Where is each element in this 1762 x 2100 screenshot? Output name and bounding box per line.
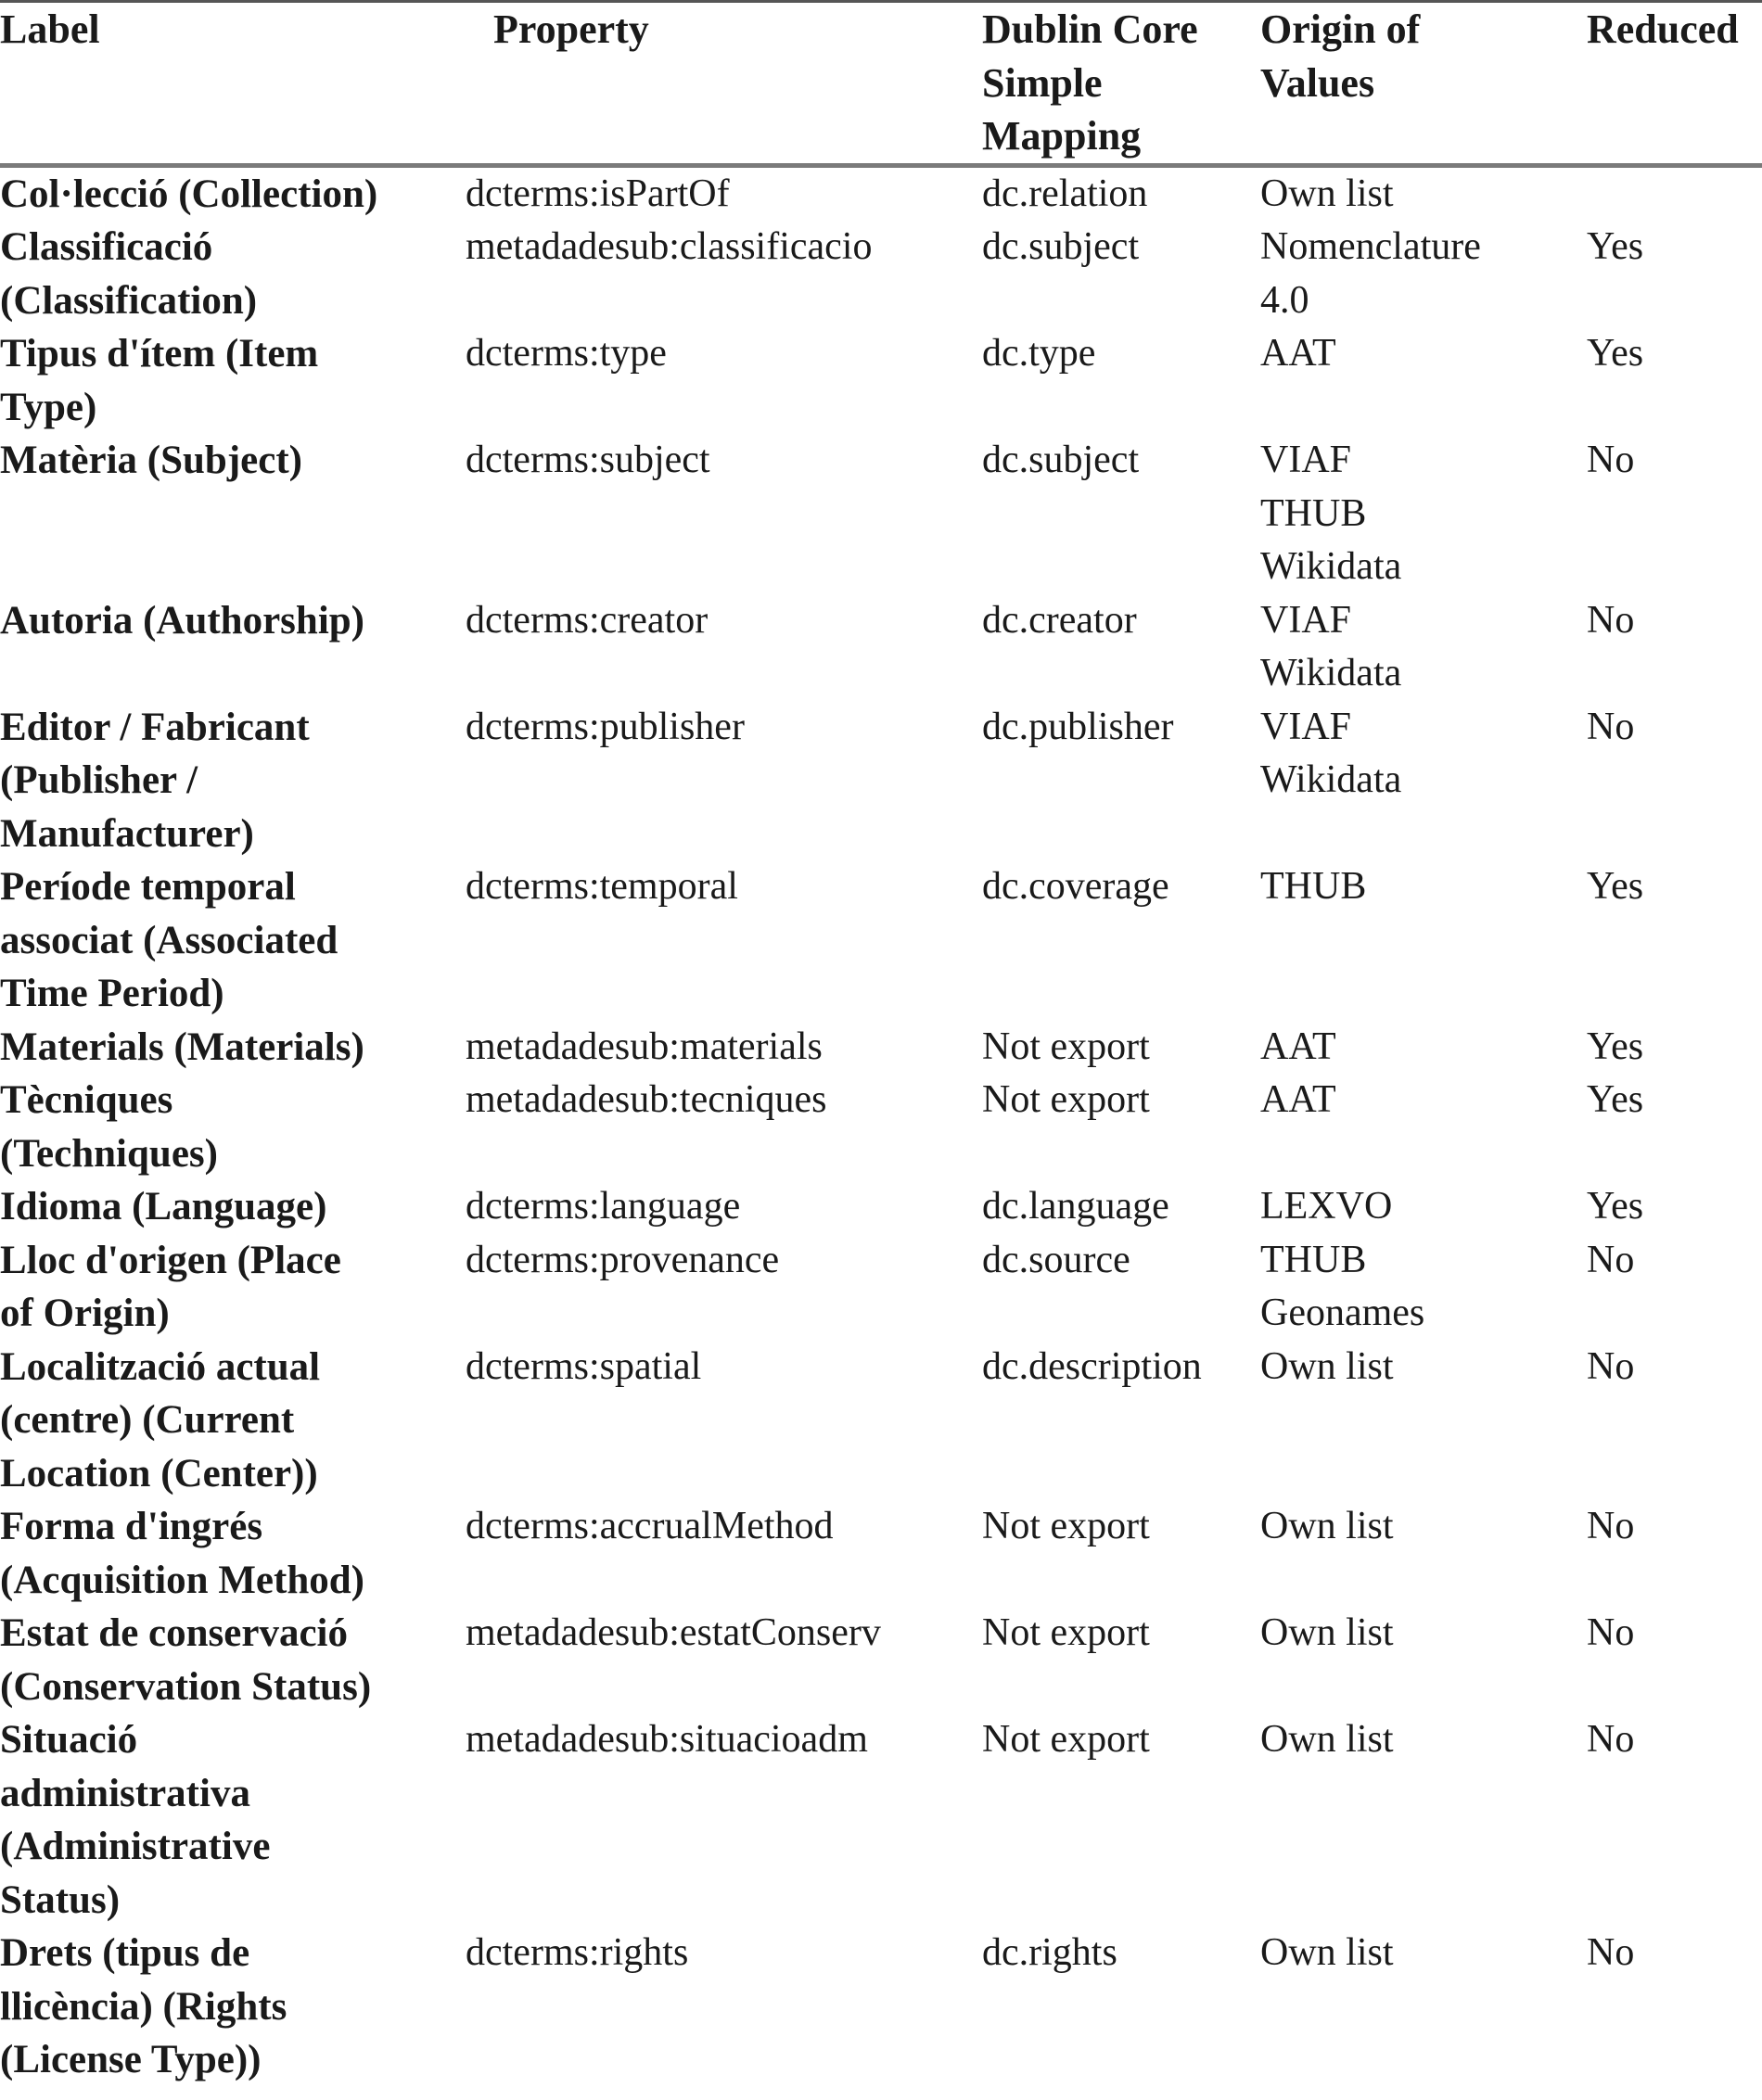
- row-reduced: No: [1587, 1344, 1635, 1388]
- row-label: Classificació (Classification): [0, 225, 258, 323]
- row-property: dcterms:language: [466, 1185, 741, 1228]
- row-dc-mapping: dc.subject: [982, 439, 1140, 481]
- row-origin: VIAF Wikidata: [1260, 705, 1402, 801]
- row-origin: Own list: [1260, 1505, 1394, 1547]
- row-dc-mapping: dc.relation: [982, 172, 1148, 215]
- row-property: metadadesub:estatConserv: [466, 1611, 881, 1654]
- row-reduced: Yes: [1587, 1078, 1644, 1121]
- table-row: [0, 1021, 1762, 1075]
- row-label: Estat de conservació (Conservation Status): [0, 1611, 372, 1709]
- row-dc-mapping: dc.coverage: [982, 865, 1169, 908]
- row-dc-mapping: Not export: [982, 1025, 1150, 1068]
- table-row: [0, 1713, 1762, 1927]
- table-body: [0, 165, 1762, 2087]
- row-property: metadadesub:tecniques: [466, 1078, 827, 1121]
- row-origin: VIAF Wikidata: [1260, 598, 1402, 694]
- table-header: [0, 3, 1762, 165]
- row-property: metadadesub:situacioadm: [466, 1718, 868, 1761]
- row-label: Idioma (Language): [0, 1185, 327, 1228]
- header-origin: Origin of Values: [1260, 3, 1587, 165]
- row-label: Matèria (Subject): [0, 439, 302, 482]
- row-dc-mapping: dc.source: [982, 1238, 1130, 1281]
- row-label: Drets (tipus de llicència) (Rights (License Type)): [0, 1931, 287, 2081]
- row-origin: AAT: [1260, 1025, 1336, 1068]
- table-row: [0, 221, 1762, 327]
- row-origin: AAT: [1260, 1078, 1336, 1121]
- row-dc-mapping: Not export: [982, 1078, 1150, 1121]
- row-property: dcterms:creator: [466, 598, 709, 642]
- row-reduced: Yes: [1587, 1185, 1644, 1228]
- table-row: [0, 701, 1762, 861]
- row-property: dcterms:rights: [466, 1931, 689, 1974]
- table-row: [0, 165, 1762, 221]
- row-reduced: No: [1587, 705, 1635, 748]
- row-property: dcterms:spatial: [466, 1344, 702, 1388]
- row-origin: AAT: [1260, 332, 1336, 375]
- row-dc-mapping: dc.description: [982, 1344, 1202, 1388]
- row-property: dcterms:accrualMethod: [466, 1505, 834, 1547]
- row-dc-mapping: dc.rights: [982, 1931, 1117, 1974]
- row-origin: LEXVO: [1260, 1185, 1393, 1228]
- header-property: Property: [466, 3, 982, 165]
- row-reduced: No: [1587, 598, 1635, 642]
- row-origin: Own list: [1260, 172, 1394, 215]
- header-dc-mapping: Dublin Core Simple Mapping: [982, 3, 1260, 165]
- row-label: Localització actual (centre) (Current Location (Center)): [0, 1344, 321, 1495]
- row-property: dcterms:temporal: [466, 865, 738, 908]
- table-row: [0, 1607, 1762, 1713]
- row-origin: Own list: [1260, 1931, 1394, 1974]
- row-property: dcterms:subject: [466, 439, 710, 481]
- row-property: dcterms:isPartOf: [466, 172, 730, 215]
- row-label: Editor / Fabricant (Publisher / Manufacturer): [0, 705, 310, 856]
- table-row: [0, 1074, 1762, 1180]
- row-origin: Nomenclature 4.0: [1260, 225, 1481, 322]
- row-dc-mapping: dc.language: [982, 1185, 1169, 1228]
- row-origin: VIAF THUB Wikidata: [1260, 439, 1402, 588]
- table-row: [0, 327, 1762, 434]
- header-label: Label: [0, 3, 466, 165]
- row-property: metadadesub:materials: [466, 1025, 823, 1068]
- row-reduced: No: [1587, 439, 1635, 481]
- row-label: Situació administrativa (Administrative Status): [0, 1718, 271, 1922]
- row-reduced: No: [1587, 1238, 1635, 1281]
- row-reduced: Yes: [1587, 332, 1644, 375]
- row-dc-mapping: dc.creator: [982, 598, 1137, 642]
- row-label: Autoria (Authorship): [0, 598, 365, 643]
- header-row: [0, 3, 1762, 165]
- table-row: [0, 1234, 1762, 1341]
- table-row: [0, 1500, 1762, 1607]
- row-property: metadadesub:classificacio: [466, 225, 873, 268]
- row-property: dcterms:type: [466, 332, 667, 375]
- row-origin: THUB Geonames: [1260, 1238, 1425, 1334]
- row-dc-mapping: Not export: [982, 1611, 1150, 1654]
- row-label: Període temporal associat (Associated Time Period): [0, 865, 338, 1015]
- row-label: Materials (Materials): [0, 1025, 364, 1069]
- row-reduced: No: [1587, 1611, 1635, 1654]
- table-row: [0, 594, 1762, 701]
- header-reduced: Reduced: [1587, 3, 1762, 165]
- row-reduced: No: [1587, 1931, 1635, 1974]
- row-reduced: Yes: [1587, 1025, 1644, 1068]
- row-reduced: [1587, 165, 1762, 221]
- row-origin: Own list: [1260, 1344, 1394, 1388]
- row-label: Forma d'ingrés (Acquisition Method): [0, 1505, 364, 1602]
- row-reduced: No: [1587, 1718, 1635, 1761]
- row-reduced: No: [1587, 1505, 1635, 1547]
- table-row: [0, 860, 1762, 1021]
- row-origin: Own list: [1260, 1611, 1394, 1654]
- row-property: dcterms:provenance: [466, 1238, 780, 1281]
- row-label: Tipus d'ítem (Item Type): [0, 332, 319, 429]
- row-reduced: Yes: [1587, 225, 1644, 268]
- row-label: Col·lecció (Collection): [0, 172, 378, 216]
- row-origin: Own list: [1260, 1718, 1394, 1761]
- metadata-mapping-table: [0, 3, 1762, 2087]
- row-dc-mapping: dc.type: [982, 332, 1096, 375]
- row-dc-mapping: Not export: [982, 1505, 1150, 1547]
- table-row: [0, 1341, 1762, 1501]
- table-row: [0, 1180, 1762, 1234]
- row-dc-mapping: Not export: [982, 1718, 1150, 1761]
- row-label: Lloc d'origen (Place of Origin): [0, 1238, 341, 1335]
- row-dc-mapping: dc.subject: [982, 225, 1140, 268]
- table-row: [0, 434, 1762, 594]
- row-dc-mapping: dc.publisher: [982, 705, 1174, 748]
- row-reduced: Yes: [1587, 865, 1644, 908]
- table-row: [0, 1927, 1762, 2087]
- row-property: dcterms:publisher: [466, 705, 745, 748]
- row-label: Tècniques (Techniques): [0, 1078, 218, 1176]
- row-origin: THUB: [1260, 865, 1367, 908]
